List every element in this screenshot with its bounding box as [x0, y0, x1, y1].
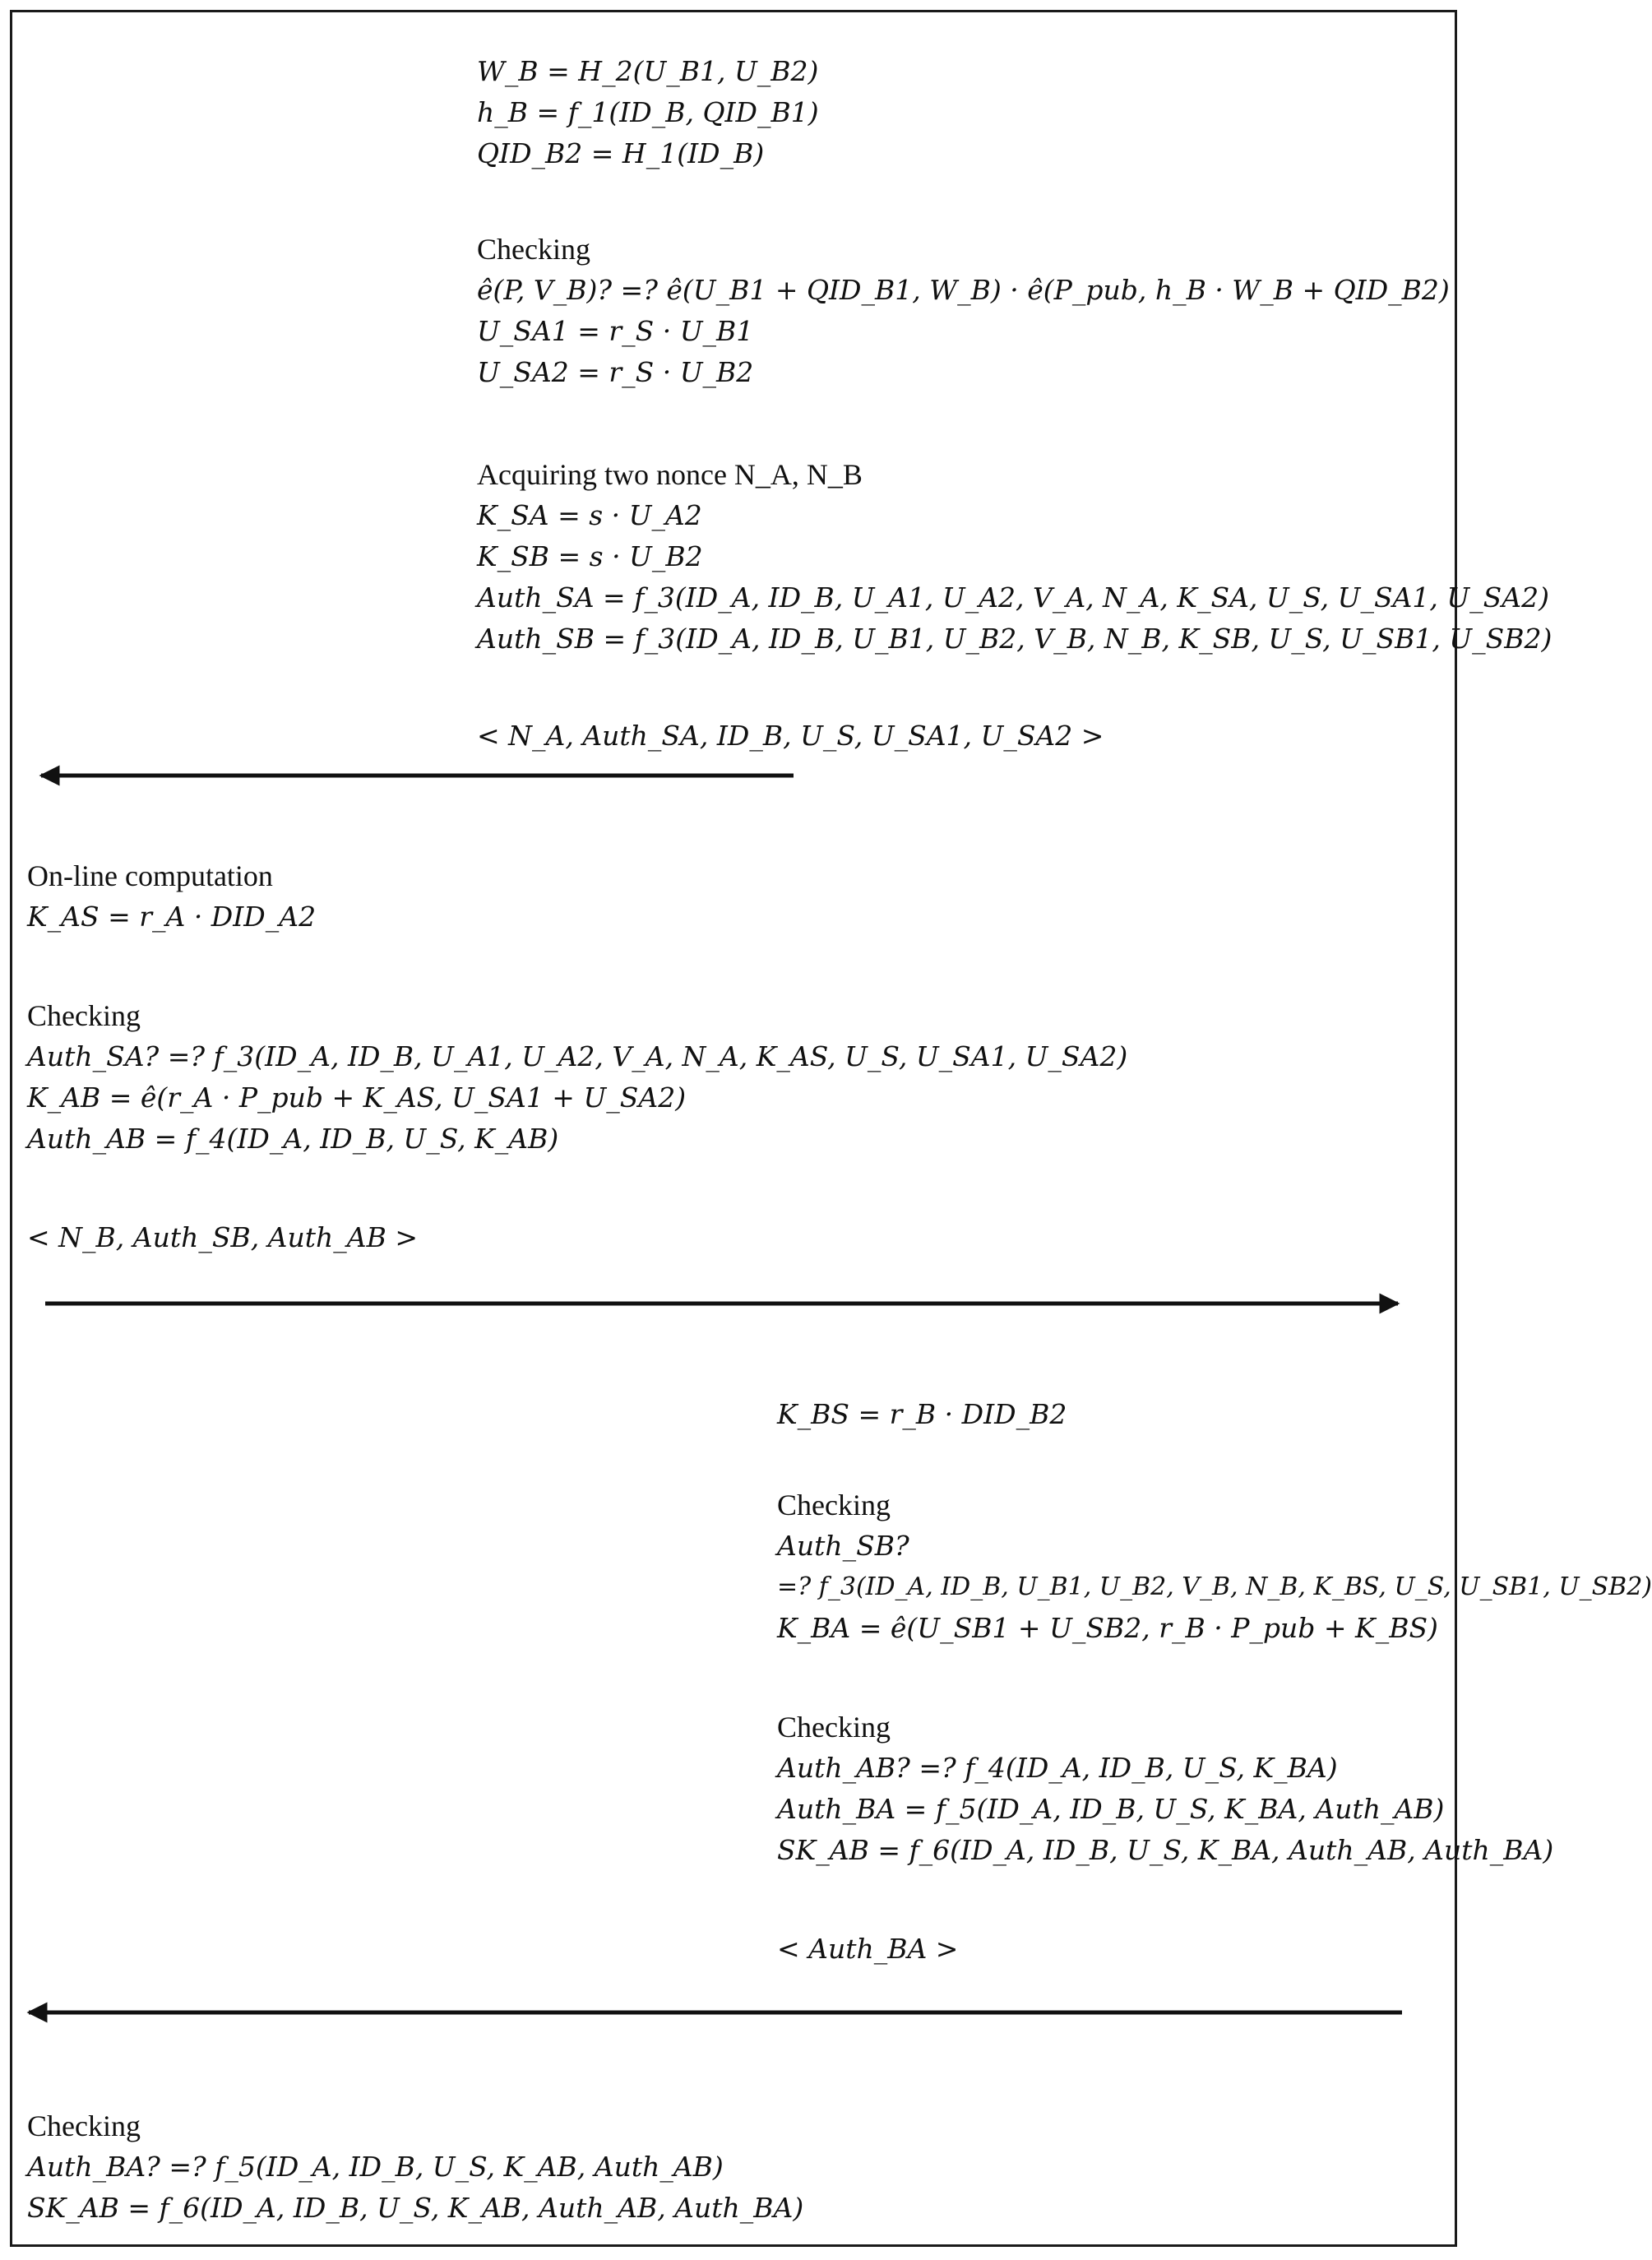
user-a-online [27, 855, 316, 938]
section-heading: Checking [477, 233, 590, 266]
formula-line: =? f_3(ID_A, ID_B, U_B1, U_B2, V_B, N_B, K_BS, U_S, U_SB1, U_SB2) [777, 1572, 1652, 1601]
user-a-checking [27, 995, 1127, 1160]
formula-line: U_SA2 = r_S · U_B2 [477, 356, 754, 388]
section-heading: Acquiring two nonce N_A, N_B [477, 458, 863, 491]
message-server-to-a: < N_A, Auth_SA, ID_B, U_S, U_SA1, U_SA2 > [477, 720, 1104, 752]
formula-line: Auth_AB = f_4(ID_A, ID_B, U_S, K_AB) [27, 1123, 559, 1155]
formula-line: K_BA = ê(U_SB1 + U_SB2, r_B · P_pub + K_BS) [777, 1612, 1438, 1644]
user-b-checking-1 [777, 1484, 1652, 1649]
formula-line: Auth_SB = f_3(ID_A, ID_B, U_B1, U_B2, V_B, N_B, K_SB, U_S, U_SB1, U_SB2) [477, 623, 1553, 655]
formula-line: U_SA1 = r_S · U_B1 [477, 315, 754, 347]
formula-line: SK_AB = f_6(ID_A, ID_B, U_S, K_AB, Auth_AB, Auth_BA) [27, 2192, 804, 2224]
formula-line: Auth_AB? =? f_4(ID_A, ID_B, U_S, K_BA) [777, 1752, 1338, 1784]
section-heading: On-line computation [27, 859, 273, 892]
formula-line: K_AB = ê(r_A · P_pub + K_AS, U_SA1 + U_SA2) [27, 1081, 687, 1114]
formula-line: K_SA = s · U_A2 [477, 499, 702, 531]
formula-line: h_B = f_1(ID_B, QID_B1) [477, 96, 819, 128]
user-b-key [777, 1394, 1067, 1435]
formula-line: Auth_SA = f_3(ID_A, ID_B, U_A1, U_A2, V_A, N_A, K_SA, U_S, U_SA1, U_SA2) [477, 581, 1549, 614]
message-a-to-b: < N_B, Auth_SB, Auth_AB > [27, 1221, 419, 1253]
section-heading: Checking [27, 2109, 141, 2142]
formula-line: W_B = H_2(U_B1, U_B2) [477, 55, 819, 87]
formula-line: SK_AB = f_6(ID_A, ID_B, U_S, K_BA, Auth_AB, Auth_BA) [777, 1834, 1554, 1866]
formula-line: K_AS = r_A · DID_A2 [27, 901, 317, 933]
section-heading: Checking [27, 999, 141, 1032]
formula-line: K_SB = s · U_B2 [477, 540, 703, 572]
formula-line: K_BS = r_B · DID_B2 [777, 1398, 1067, 1430]
formula-line: QID_B2 = H_1(ID_B) [477, 137, 765, 169]
section-heading: Checking [777, 1489, 891, 1521]
user-b-checking-2 [777, 1707, 1553, 1871]
formula-line: Auth_SB? [777, 1530, 909, 1562]
formula-line: Auth_BA? =? f_5(ID_A, ID_B, U_S, K_AB, Auth_AB) [27, 2151, 724, 2183]
formula-line: ê(P, V_B)? =? ê(U_B1 + QID_B1, W_B) · ê(P_pub, h_B · W_B + QID_B2) [477, 274, 1450, 306]
user-a-final-checking [27, 2105, 803, 2229]
section-heading: Checking [777, 1711, 891, 1744]
formula-line: Auth_BA = f_5(ID_A, ID_B, U_S, K_BA, Auth_AB) [777, 1793, 1445, 1825]
message-b-to-a: < Auth_BA > [777, 1933, 959, 1965]
formula-line: Auth_SA? =? f_3(ID_A, ID_B, U_A1, U_A2, V_A, N_A, K_AS, U_S, U_SA1, U_SA2) [27, 1040, 1128, 1072]
